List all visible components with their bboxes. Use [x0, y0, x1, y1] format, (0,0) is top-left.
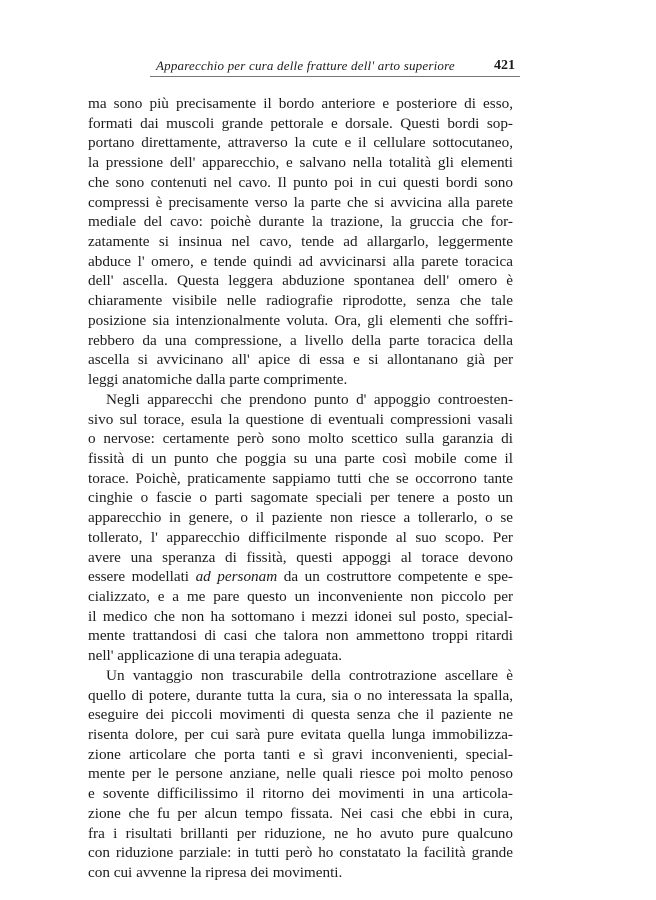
text-line: torace. Poichè, praticamente sappiamo tutti che se occorrono tante — [88, 469, 513, 487]
text-line: e sovente difficilissimo il ritorno dei movimenti in una articola- — [88, 785, 513, 803]
text-line: formati dai muscoli grande pettorale e dorsale. Questi bordi sop- — [88, 114, 513, 132]
page-header — [150, 58, 650, 80]
text-line: portano direttamente, attraverso la cute e il cellulare sottocutaneo, — [88, 134, 513, 152]
text-line: posizione sia intenzionalmente voluta. Ora, gli elementi che soffri- — [88, 311, 513, 329]
text-line: compressi è precisamente verso la parte che si avvicina alla parete — [88, 193, 513, 211]
text-line: mediale del cavo: poichè durante la trazione, la gruccia che for- — [88, 213, 513, 231]
text-line: cinghie o fascie o parti sagomate speciali per tenere a posto un — [88, 489, 513, 507]
text-line: quello di potere, durante tutta la cura, sia o no interessata la spalla, — [88, 686, 513, 704]
text-line: che sono contenuti nel cavo. Il punto poi in cui questi bordi sono — [88, 173, 513, 191]
header-rule — [150, 76, 520, 77]
text-line: ascella si avvicinano all' apice di essa e si allontanano già per — [88, 351, 513, 369]
text-line: dell' ascella. Questa leggera abduzione spontanea dell' omero è — [88, 272, 513, 290]
text-line: nell' applicazione di una terapia adeguata. — [88, 647, 343, 665]
text-line: la pressione dell' apparecchio, e salvano nella totalità gli elementi — [88, 154, 513, 172]
text-line: zione che fu per alcun tempo fissata. Nei casi che ebbi in cura, — [88, 804, 513, 822]
paragraph — [88, 390, 513, 666]
text-line: sivo sul torace, esula la questione di eventuali compressioni vasali — [88, 410, 513, 428]
text-line: ma sono più precisamente il bordo anteriore e posteriore di esso, — [88, 95, 513, 112]
text-line: eseguire dei piccoli movimenti di questa senza che il paziente ne — [88, 706, 513, 724]
text-line: Un vantaggio non trascurabile della controtrazione ascellare è — [106, 666, 513, 684]
text-line: mente trattandosi di casi che talora non ammettono troppi ritardi — [88, 627, 513, 645]
text-line: Negli apparecchi che prendono punto d' appoggio controesten- — [106, 390, 513, 408]
text-line: chiaramente visibile nelle radiografie riprodotte, senza che tale — [88, 292, 513, 310]
running-title: Apparecchio per cura delle fratture dell' arto superiore — [156, 58, 455, 73]
text-line: rebbero da una compressione, a livello della parte toracica della — [88, 331, 513, 349]
text-line: abduce l' omero, e tende quindi ad avvicinarsi alla parete toracica — [88, 252, 513, 270]
text-line: tollerato, l' apparecchio difficilmente risponde al suo scopo. Per — [88, 528, 513, 546]
text-line: il medico che non ha sottomano i mezzi idonei sul posto, special- — [88, 607, 513, 625]
text-line: zatamente si insinua nel cavo, tende ad allargarlo, leggermente — [88, 233, 513, 251]
text-line: cializzato, e a me pare questo un inconveniente non piccolo per — [88, 587, 513, 605]
text-line: fissità di un punto che poggia su una parte così mobile come il — [88, 449, 513, 467]
text-line: risenta dolore, per cui sarà pure evitata quella lunga immobilizza- — [88, 726, 513, 743]
italic-phrase: ad personam — [195, 568, 278, 586]
text-line: leggi anatomiche dalla parte comprimente. — [88, 371, 348, 389]
text-line: essere modellati ad personam da un costruttore competente e spe- — [88, 568, 513, 586]
body-text — [88, 94, 513, 883]
text-line: o nervose: certamente però sono molto scettico sulla garanzia di — [88, 430, 513, 448]
text-line: mente per le persone anziane, nelle quali riesce poi molto penoso — [88, 765, 513, 783]
paragraph — [88, 666, 513, 883]
text-line: avere una speranza di fissità, questi appoggi al torace devono — [88, 548, 513, 566]
paragraph — [88, 94, 513, 390]
text-line: zione articolare che porta tanti e sì gravi inconvenienti, special- — [88, 745, 513, 763]
text-line: fra i risultati brillanti per riduzione, ne ho avuto pure qualcuno — [88, 824, 513, 842]
text-line: con riduzione parziale: in tutti però ho constatato la facilità grande — [88, 844, 513, 862]
page-number: 421 — [494, 58, 515, 73]
text-line: con cui avvenne la ripresa dei movimenti. — [88, 864, 343, 882]
text-line: apparecchio in genere, o il paziente non riesce a tollerarlo, o se — [88, 509, 513, 527]
